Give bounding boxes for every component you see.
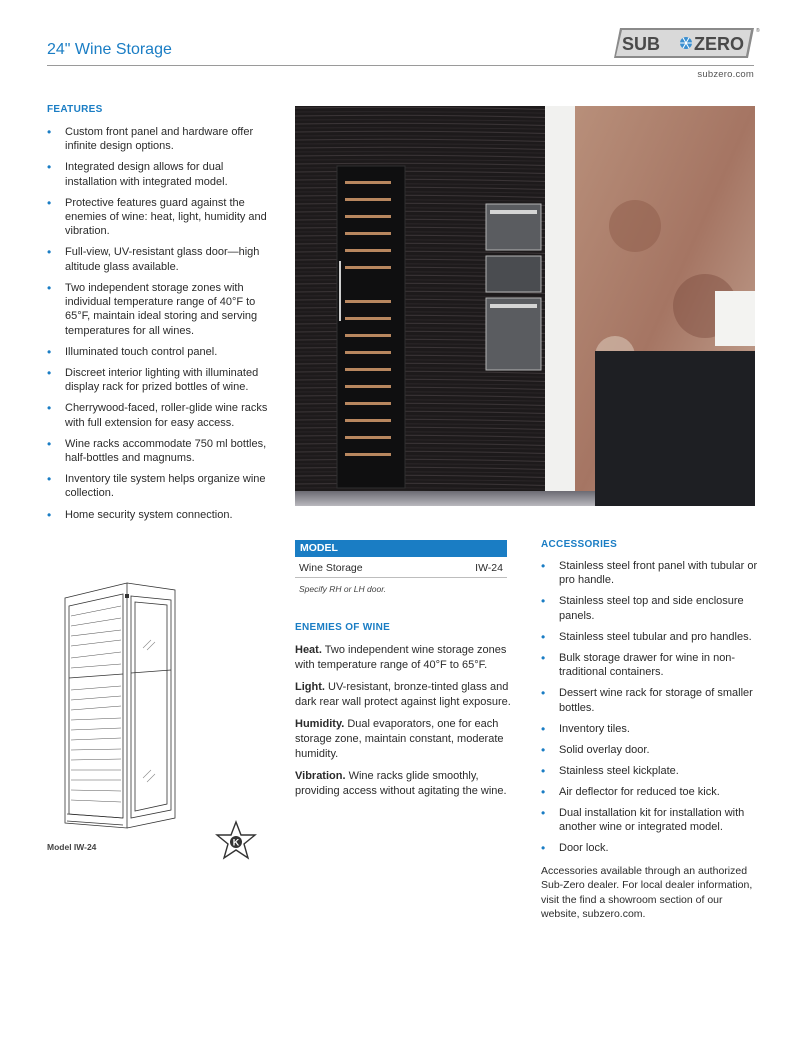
list-item: • Door lock. [541, 841, 763, 855]
header-divider [47, 65, 754, 66]
features-list [47, 125, 269, 522]
enemy-term: Heat. [295, 644, 322, 656]
enemy-item-light [295, 680, 517, 710]
list-item: • Wine racks accommodate 750 ml bottles, half-bottles and magnums. [47, 437, 269, 466]
enemy-text: UV-resistant, bronze-tinted glass and dark rear wall protect against light exposure. [295, 681, 511, 708]
enemy-term: Light. [295, 681, 325, 693]
website-url: subzero.com [697, 69, 754, 80]
list-item: • Integrated design allows for dual installation with integrated model. [47, 160, 269, 189]
list-item: • Dessert wine rack for storage of smaller bottles. [541, 686, 763, 715]
logo-text-zero: ZERO [694, 34, 745, 54]
enemy-text: Wine racks glide smoothly, providing access without agitating the wine. [295, 770, 507, 797]
product-photo [295, 106, 755, 506]
kosher-letter: K [232, 837, 240, 848]
list-item: • Illuminated touch control panel. [47, 345, 269, 359]
list-item: • Full-view, UV-resistant glass door—high altitude glass available. [47, 245, 269, 274]
enemy-item-humidity [295, 717, 517, 762]
list-item: • Protective features guard against the enemies of wine: heat, light, humidity and vibration. [47, 196, 269, 239]
list-item: • Dual installation kit for installation with another wine or integrated model. [541, 806, 763, 835]
list-item: • Stainless steel kickplate. [541, 764, 763, 778]
features-section [47, 104, 269, 529]
list-item: • Solid overlay door. [541, 743, 763, 757]
list-item: • Home security system connection. [47, 508, 269, 522]
accessories-list [541, 559, 763, 856]
snowflake-icon [680, 37, 692, 49]
list-item: • Custom front panel and hardware offer infinite design options. [47, 125, 269, 154]
features-heading: FEATURES [47, 104, 103, 115]
enemies-heading: ENEMIES OF WINE [295, 622, 391, 633]
table-row [295, 557, 507, 578]
list-item: • Inventory tile system helps organize wine collection. [47, 472, 269, 501]
kosher-star-icon [215, 820, 257, 862]
list-item: • Bulk storage drawer for wine in non-traditional containers. [541, 651, 763, 680]
list-item: • Discreet interior lighting with illuminated display rack for prized bottles of wine. [47, 366, 269, 395]
list-item: • Stainless steel front panel with tubular or pro handle. [541, 559, 763, 588]
enemy-item-vibration [295, 769, 517, 799]
enemy-text: Two independent wine storage zones with temperature range of 40°F to 65°F. [295, 644, 507, 671]
enemy-item-heat [295, 643, 517, 673]
model-table [295, 540, 507, 594]
enemies-section [295, 622, 517, 806]
accessories-section [541, 539, 763, 863]
list-item: • Two independent storage zones with individual temperature range of 40°F to 65°F, maintain ideal storing and serving temperatures for all wines. [47, 281, 269, 338]
list-item: • Cherrywood-faced, roller-glide wine racks with full extension for easy access. [47, 401, 269, 430]
logo-text-sub: SUB [622, 34, 661, 54]
list-item: • Stainless steel top and side enclosure panels. [541, 594, 763, 623]
registered-mark: ® [756, 28, 760, 34]
list-item: • Inventory tiles. [541, 722, 763, 736]
model-heading: MODEL [295, 540, 507, 557]
page-title: 24" Wine Storage [47, 41, 172, 58]
model-name: Wine Storage [299, 562, 363, 574]
drawing-caption: Model IW-24 [47, 842, 97, 852]
list-item: • Stainless steel tubular and pro handles. [541, 630, 763, 644]
dealer-note: Accessories available through an authorized Sub-Zero dealer. For local dealer information, visit the find a showroom section of our website, subzero.com. [541, 865, 753, 920]
enemy-text: Dual evaporators, one for each storage zone, maintain constant, moderate humidity. [295, 718, 504, 760]
enemy-term: Humidity. [295, 718, 345, 730]
accessories-heading: ACCESSORIES [541, 539, 618, 550]
model-number: IW-24 [475, 562, 503, 574]
model-note: Specify RH or LH door. [299, 584, 387, 594]
enemy-term: Vibration. [295, 770, 346, 782]
product-line-drawing [47, 578, 187, 836]
brand-logo [614, 28, 754, 58]
list-item: • Air deflector for reduced toe kick. [541, 785, 763, 799]
